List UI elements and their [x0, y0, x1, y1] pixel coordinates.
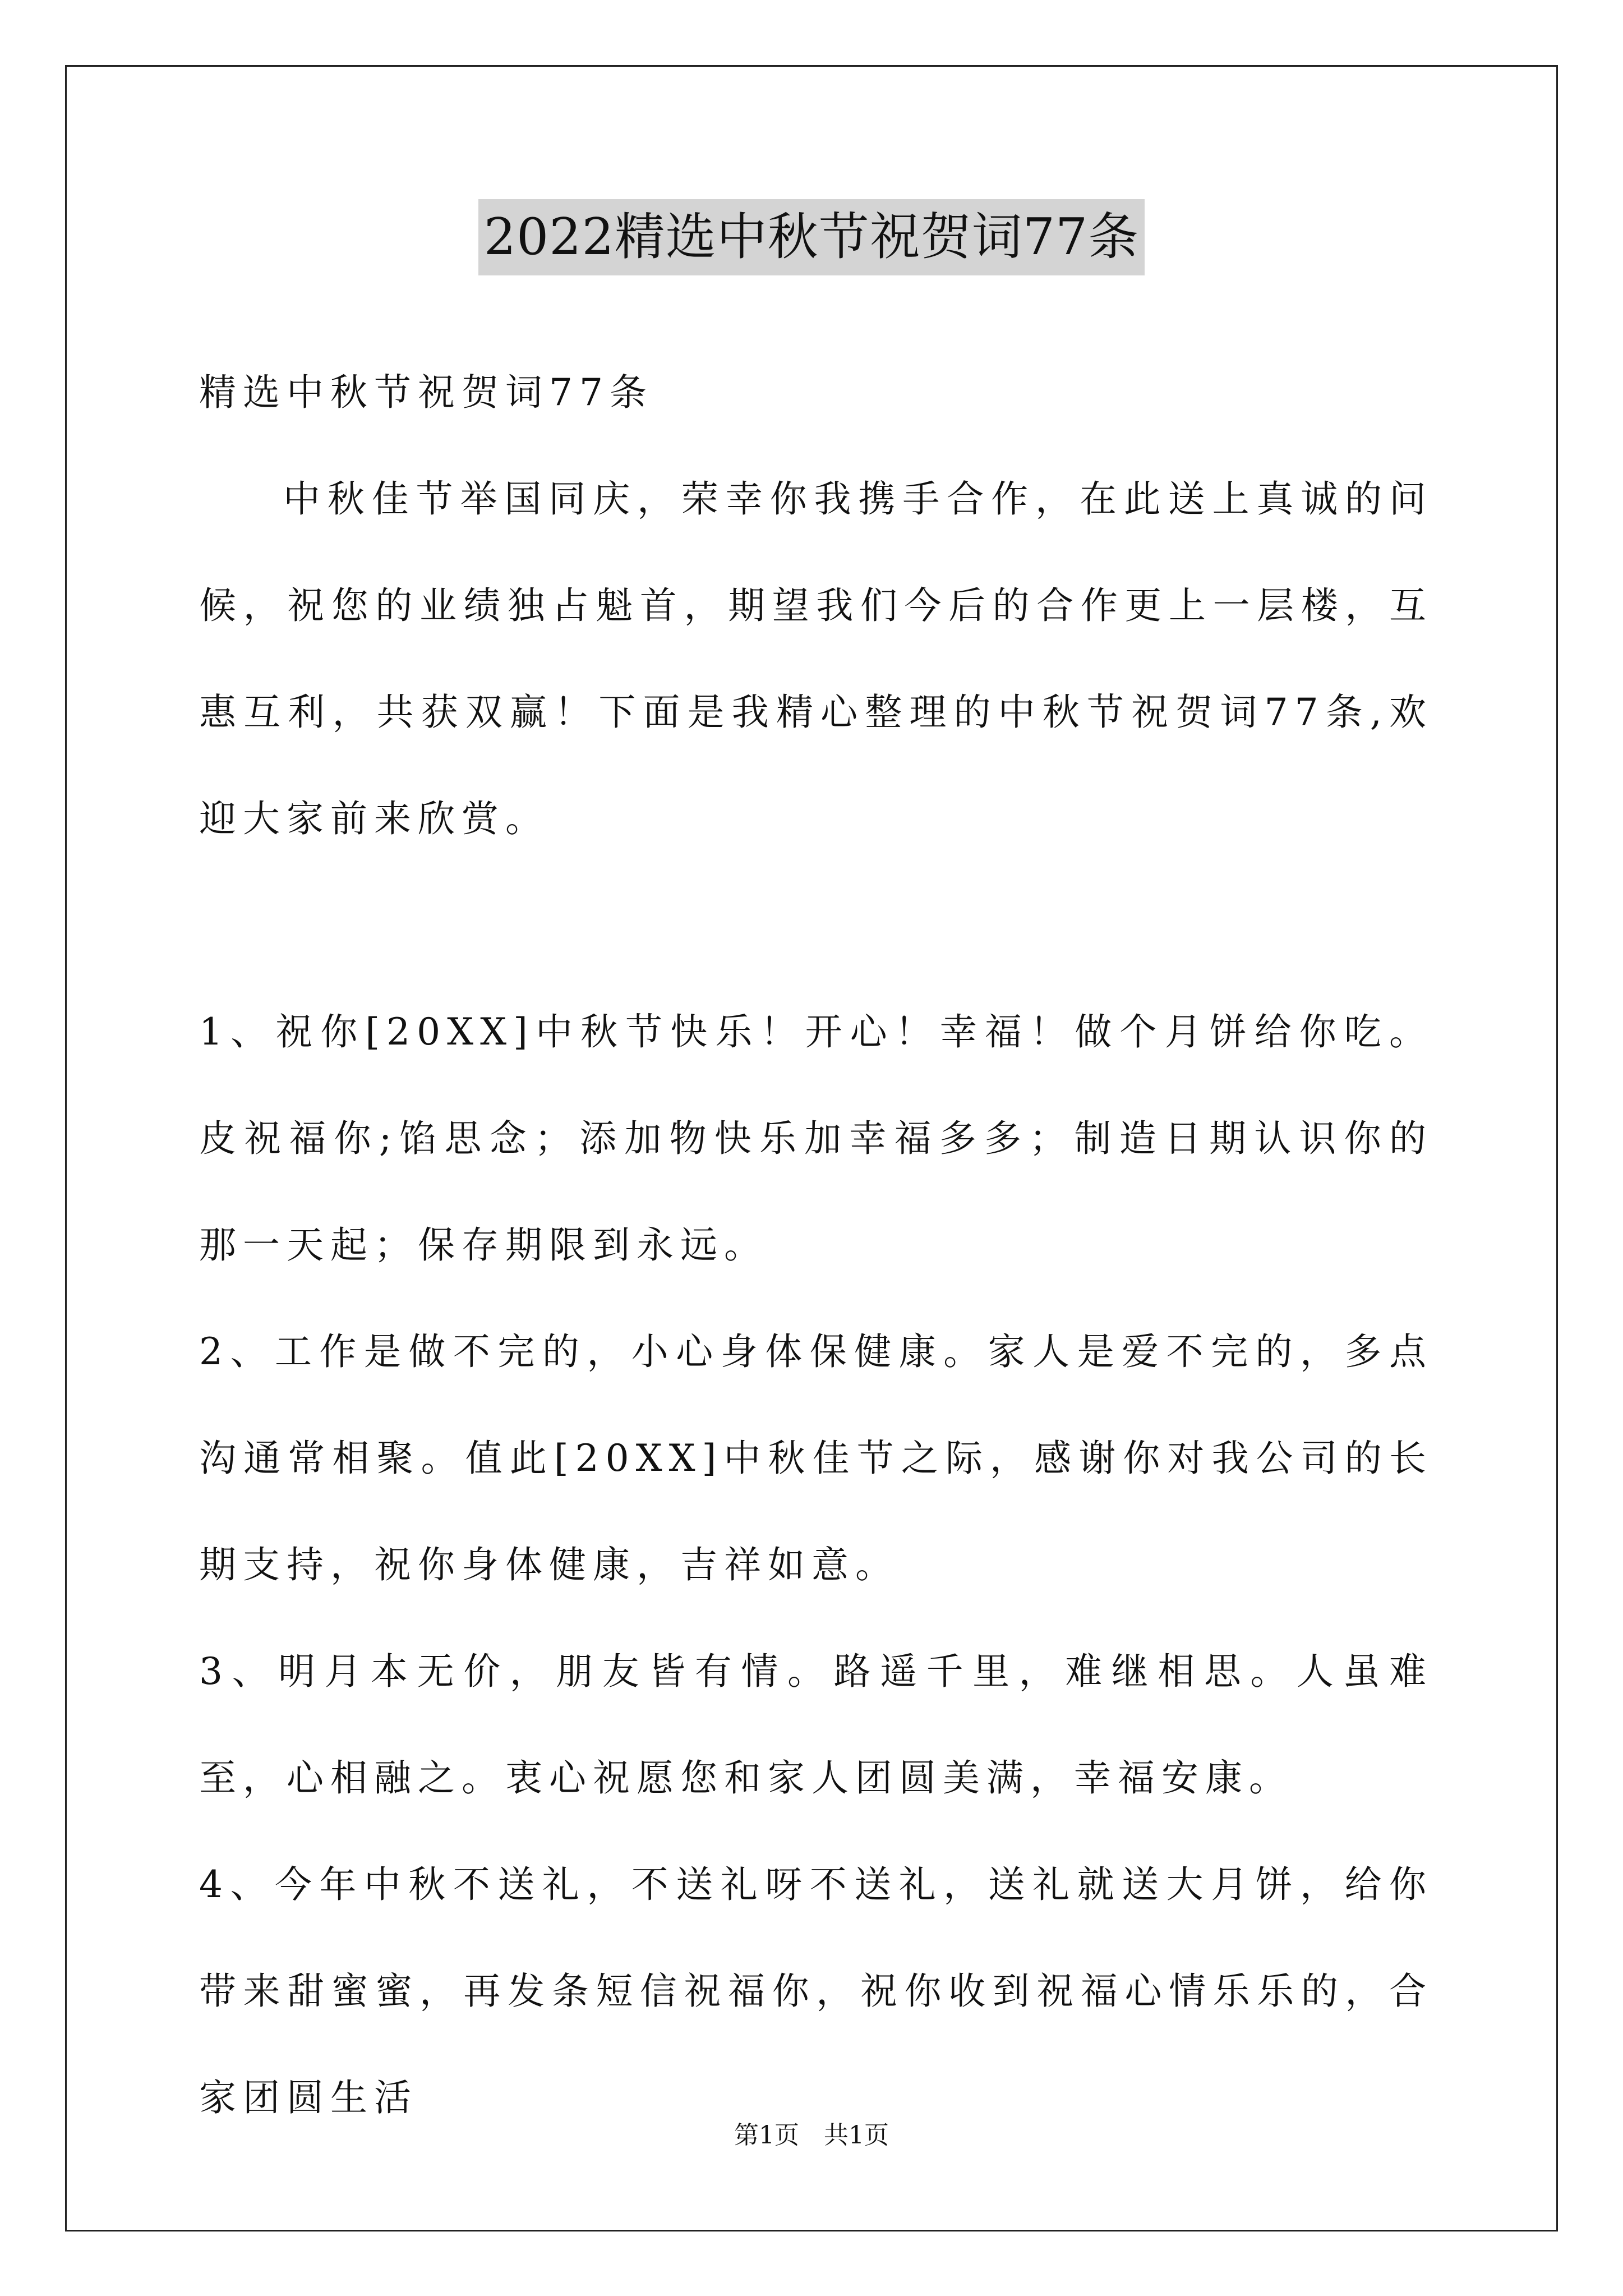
page-footer: 第1页 共1页 — [734, 2121, 889, 2150]
document-title: 2022精选中秋节祝贺词77条 — [478, 199, 1145, 275]
list-item: 3、明月本无价，朋友皆有情。路遥千里，难继相思。人虽难至，心相融之。衷心祝愿您和家人团圆美满，幸福安康。 — [199, 1650, 1433, 1800]
document-subtitle: 精选中秋节祝贺词77条 — [199, 371, 653, 414]
title-container — [0, 199, 1623, 275]
list-item: 2、工作是做不完的，小心身体保健康。家人是爱不完的，多点沟通常相聚。值此[20XX]中秋佳节之际，感谢你对我公司的长期支持，祝你身体健康，吉祥如意。 — [199, 1330, 1433, 1586]
intro-paragraph: 中秋佳节举国同庆，荣幸你我携手合作，在此送上真诚的问候，祝您的业绩独占魁首，期望我们今后的合作更上一层楼，互惠互利，共获双赢！下面是我精心整理的中秋节祝贺词77条,欢迎大家前来欣赏。 — [199, 477, 1433, 840]
list-item: 1、祝你[20XX]中秋节快乐！开心！幸福！做个月饼给你吃。皮祝福你;馅思念；添加物快乐加幸福多多；制造日期认识你的那一天起；保存期限到永远。 — [199, 1010, 1433, 1267]
paragraph-spacer — [199, 872, 1433, 979]
list-item: 4、今年中秋不送礼，不送礼呀不送礼，送礼就送大月饼，给你带来甜蜜蜜，再发条短信祝福你，祝你收到祝福心情乐乐的，合家团圆生活 — [199, 1863, 1433, 2119]
document-body — [199, 339, 1433, 2151]
